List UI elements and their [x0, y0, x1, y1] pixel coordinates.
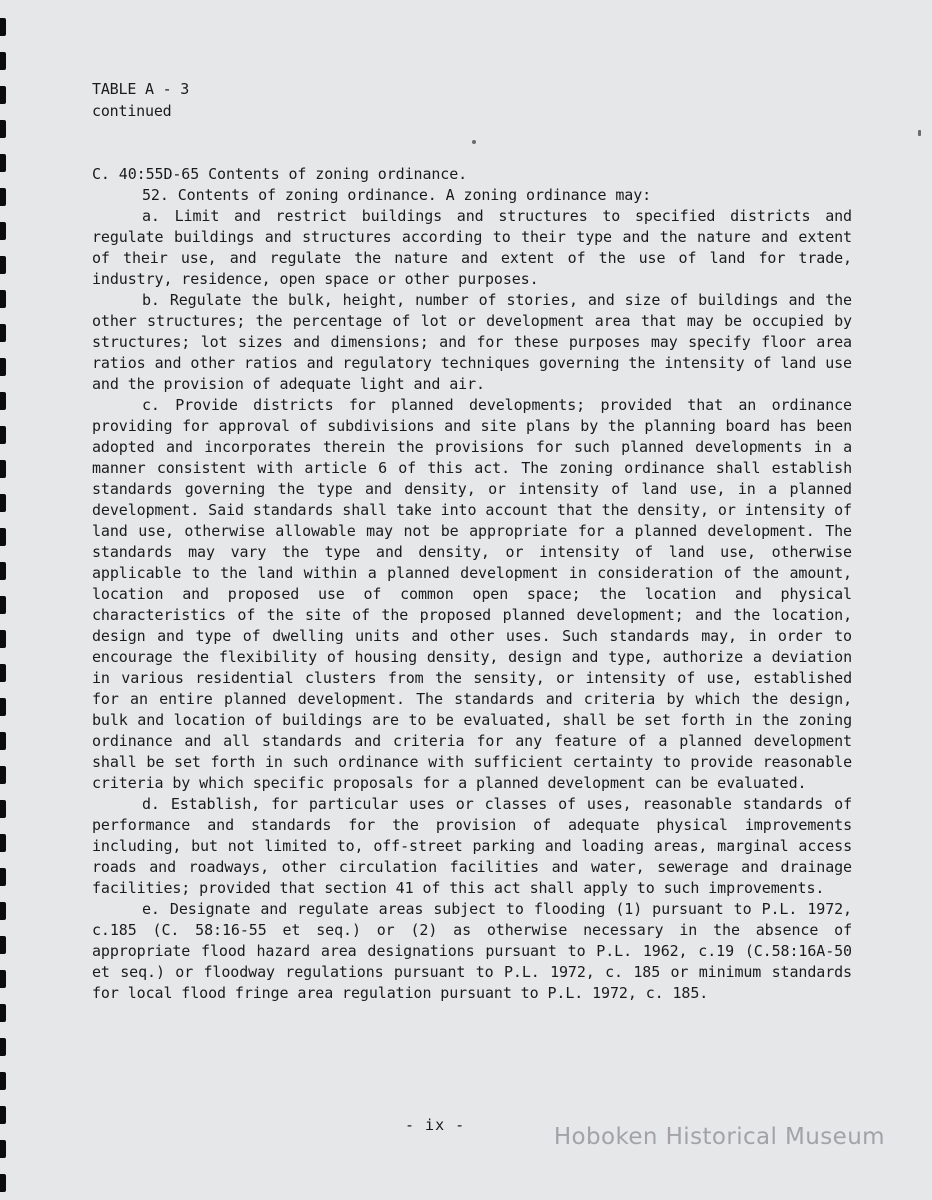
scan-speck [918, 130, 921, 136]
section-intro: 52. Contents of zoning ordinance. A zoning ordinance may: [142, 186, 652, 204]
spiral-binding-holes [0, 0, 10, 1200]
paragraph-a: a. Limit and restrict buildings and structures to specified districts and regulate buildings and structures according to their type and the nature and extent of their use, and regulate the nature and extent of the use of land for trade, industry, residence, open space or other purposes. [92, 207, 852, 288]
continued-label: continued [92, 102, 172, 120]
document-page [92, 78, 852, 1004]
page-number: - ix - [405, 1116, 466, 1134]
museum-watermark: Hoboken Historical Museum [553, 1124, 885, 1150]
paragraph-c: c. Provide districts for planned developments; provided that an ordinance providing for approval of subdivisions and site plans by the planning board has been adopted and incorporates therein the provisions for such planned developments in a manner consistent with article 6 of this act. The zoning ordinance shall establish standards governing the type and density, or intensity of land use, in a planned development. Said standards shall take into account that the density, or intensity of land use, otherwise allowable may not be appropriate for a planned development. The standards may vary the type and density, or intensity of land use, otherwise applicable to the land within a planned development in consideration of the amount, location and proposed use of common open space; the location and physical characteristics of the site of the proposed planned development; and the location, design and type of dwelling units and other uses. Such standards may, in order to encourage the flexibility of housing density, design and type, authorize a deviation in various residential clusters from the sensity, or intensity of use, established for an entire planned development. The standards and criteria by which the design, bulk and location of buildings are to be evaluated, shall be set forth in the zoning ordinance and all standards and criteria for any feature of a planned development shall be set forth in such ordinance with sufficient certainty to provide reasonable criteria by which specific proposals for a planned development can be evaluated. [92, 396, 852, 792]
section-title: C. 40:55D-65 Contents of zoning ordinance. [92, 165, 468, 183]
table-label: TABLE A - 3 [92, 80, 190, 98]
paragraph-d: d. Establish, for particular uses or classes of uses, reasonable standards of performance and standards for the provision of adequate physical improvements including, but not limited to, off-street parking and loading areas, marginal access roads and roadways, other circulation facilities and water, sewerage and drainage facilities; provided that section 41 of this act shall apply to such improvements. [92, 795, 852, 897]
paragraph-b: b. Regulate the bulk, height, number of stories, and size of buildings and the other structures; the percentage of lot or development area that may be occupied by structures; lot sizes and dimensions; and for these purposes may specify floor area ratios and other ratios and regulatory techniques governing the intensity of land use and the provision of adequate light and air. [92, 291, 852, 393]
paragraph-e: e. Designate and regulate areas subject to flooding (1) pursuant to P.L. 1972, c.185 (C. 58:16-55 et seq.) or (2) as otherwise necessary in the absence of appropriate flood hazard area designations pursuant to P.L. 1962, c.19 (C.58:16A-50 et seq.) or floodway regulations pursuant to P.L. 1972, c. 185 or minimum standards for local flood fringe area regulation pursuant to P.L. 1972, c. 185. [92, 900, 852, 1002]
table-header [92, 78, 852, 122]
